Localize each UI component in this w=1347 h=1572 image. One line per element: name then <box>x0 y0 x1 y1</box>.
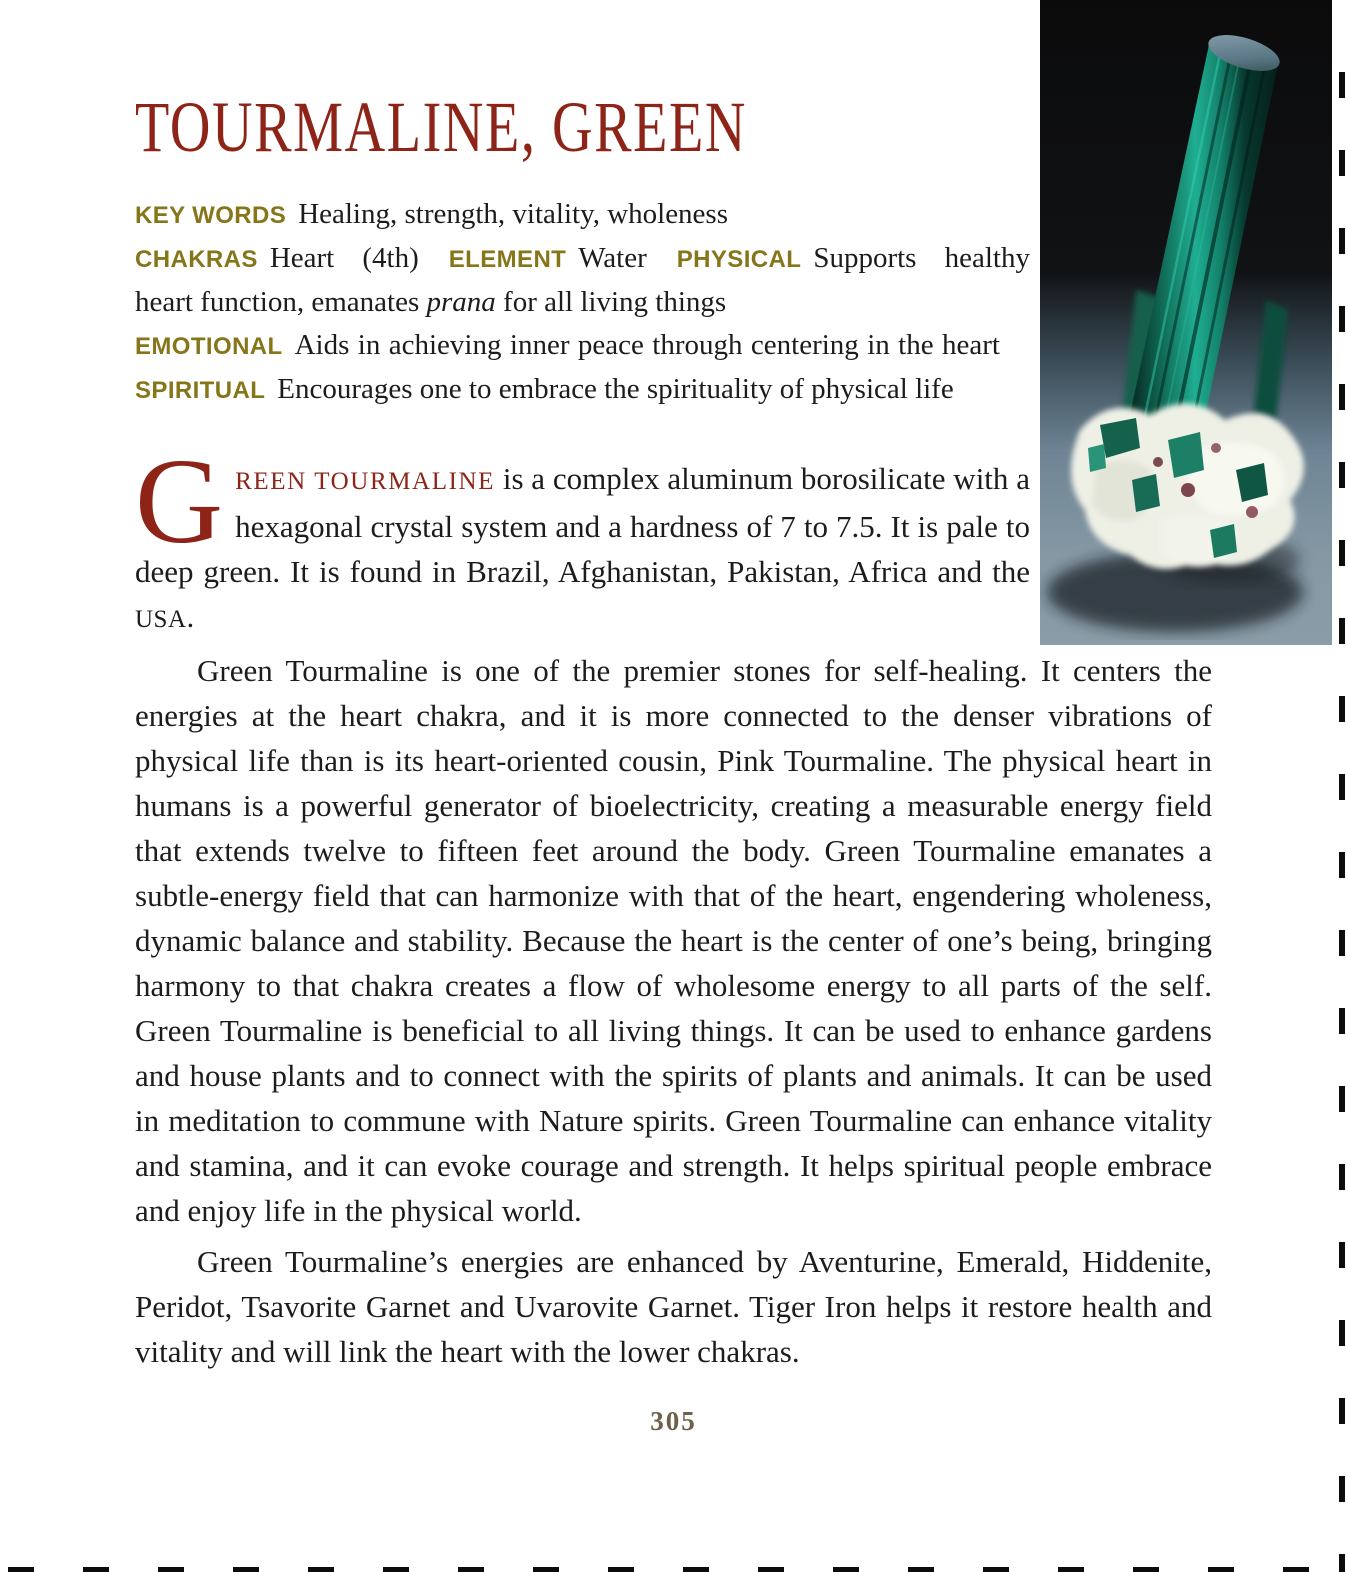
page-bottom-dash <box>608 1567 634 1572</box>
page-edge-tick <box>1339 384 1345 410</box>
page-bottom-dash <box>758 1567 784 1572</box>
element-text: Water <box>578 242 647 274</box>
page-edge-tick <box>1339 462 1345 488</box>
page-edge-tick <box>1339 618 1345 644</box>
emotional-text: Aids in achieving inner peace through centering in the heart <box>294 329 1000 361</box>
intro-text: is a complex aluminum borosilicate with a hexagonal crystal system and a hardness of 7 to 7.5. It is pale to deep green. It is found in Brazil, Afghanistan, Pakistan, Africa and the <box>135 461 1030 589</box>
chakras-label: CHAKRAS <box>135 246 258 273</box>
page-bottom-dash <box>1133 1567 1159 1572</box>
page-edge-tick <box>1339 1242 1345 1268</box>
page-bottom-dash <box>83 1567 109 1572</box>
text-column <box>135 0 1212 1437</box>
body-paragraph-2: Green Tourmaline’s energies are enhanced by Aventurine, Emerald, Hiddenite, Peridot, Tsavorite Garnet and Uvarovite Garnet. Tiger Iron helps it restore health and vitality and will link the heart with the lower chakras. <box>135 1244 1212 1369</box>
element-label: ELEMENT <box>448 246 567 273</box>
intro-paragraph <box>135 434 1030 642</box>
physical-label: PHYSICAL <box>676 246 802 273</box>
page-bottom-dash <box>458 1567 484 1572</box>
page-number: 305 <box>650 1406 697 1436</box>
page-edge-tick <box>1339 1086 1345 1112</box>
page-bottom-dash <box>533 1567 559 1572</box>
page-bottom-dash <box>1058 1567 1084 1572</box>
page-title: TOURMALINE, GREEN <box>135 87 748 167</box>
page-edge-tick <box>1339 1320 1345 1346</box>
page-edge-tick <box>1339 1398 1345 1424</box>
page-edge-tick <box>1339 852 1345 878</box>
body-paragraph-1: Green Tourmaline is one of the premier stones for self-healing. It centers the energies at the heart chakra, and it is more connected to the denser vibrations of physical life than is its heart-oriented cousin, Pink Tourmaline. The physical heart in humans is a powerful generator of bioelectricity, creating a measurable energy field that extends twelve to fifteen feet around the body. Green Tourmaline emanates a subtle-energy field that can harmonize with that of the heart, engendering wholeness, dynamic balance and stability. Because the heart is the center of one’s being, bringing harmony to that chakra creates a flow of wholesome energy to all parts of the self. Green Tourmaline is beneficial to all living things. It can be used to enhance gardens and house plants and to connect with the spirits of plants and animals. It can be used in meditation to commune with Nature spirits. Green Tourmaline can enhance vitality and stamina, and it can evoke courage and strength. It helps spiritual people embrace and enjoy life in the physical world. <box>135 653 1212 1228</box>
page-edge-tick <box>1339 930 1345 956</box>
emotional-spiritual-line <box>135 324 1030 412</box>
physical-text-italic: prana <box>426 286 496 318</box>
page-bottom-dash <box>383 1567 409 1572</box>
page-bottom-dash <box>683 1567 709 1572</box>
spiritual-label: SPIRITUAL <box>135 377 266 404</box>
lead-smallcaps: REEN TOURMALINE <box>235 468 496 495</box>
page-bottom-dash <box>1208 1567 1234 1572</box>
page-bottom-dash <box>233 1567 259 1572</box>
page-bottom-dash <box>158 1567 184 1572</box>
usa-smallcaps: USA <box>135 606 187 633</box>
page-bottom-dash <box>983 1567 1009 1572</box>
page-bottom-dash <box>908 1567 934 1572</box>
physical-text-end: for all living things <box>495 286 727 318</box>
key-words-label: KEY WORDS <box>135 202 287 229</box>
page-edge-tick <box>1339 228 1345 254</box>
chakras-text: Heart (4th) <box>269 242 419 274</box>
keywords-line <box>135 193 1030 237</box>
page-edge-tick <box>1339 1164 1345 1190</box>
chakras-element-physical-line <box>135 237 1030 324</box>
page-edge-tick <box>1339 540 1345 566</box>
page-edge-tick <box>1339 150 1345 176</box>
page-bottom-dash <box>8 1567 34 1572</box>
page-edge-tick <box>1339 1008 1345 1034</box>
page-edge-tick <box>1339 774 1345 800</box>
key-words-text: Healing, strength, vitality, wholeness <box>298 198 729 230</box>
dropcap: G <box>135 434 224 569</box>
page-edge-tick <box>1339 306 1345 332</box>
page-bottom-dash <box>833 1567 859 1572</box>
spiritual-text: Encourages one to embrace the spirituality of physical life <box>277 373 954 405</box>
emotional-label: EMOTIONAL <box>135 333 283 360</box>
page-edge-tick <box>1339 1554 1345 1572</box>
page-edge-tick <box>1339 696 1345 722</box>
page-bottom-dash <box>1283 1567 1309 1572</box>
page-edge-tick <box>1339 72 1345 98</box>
page-edge-tick <box>1339 1476 1345 1502</box>
page-bottom-dash <box>308 1567 334 1572</box>
keywords-section <box>135 193 1030 412</box>
intro-text-end: . <box>186 599 195 634</box>
physical-text: Supports healthy heart function, emanates <box>135 242 1030 318</box>
